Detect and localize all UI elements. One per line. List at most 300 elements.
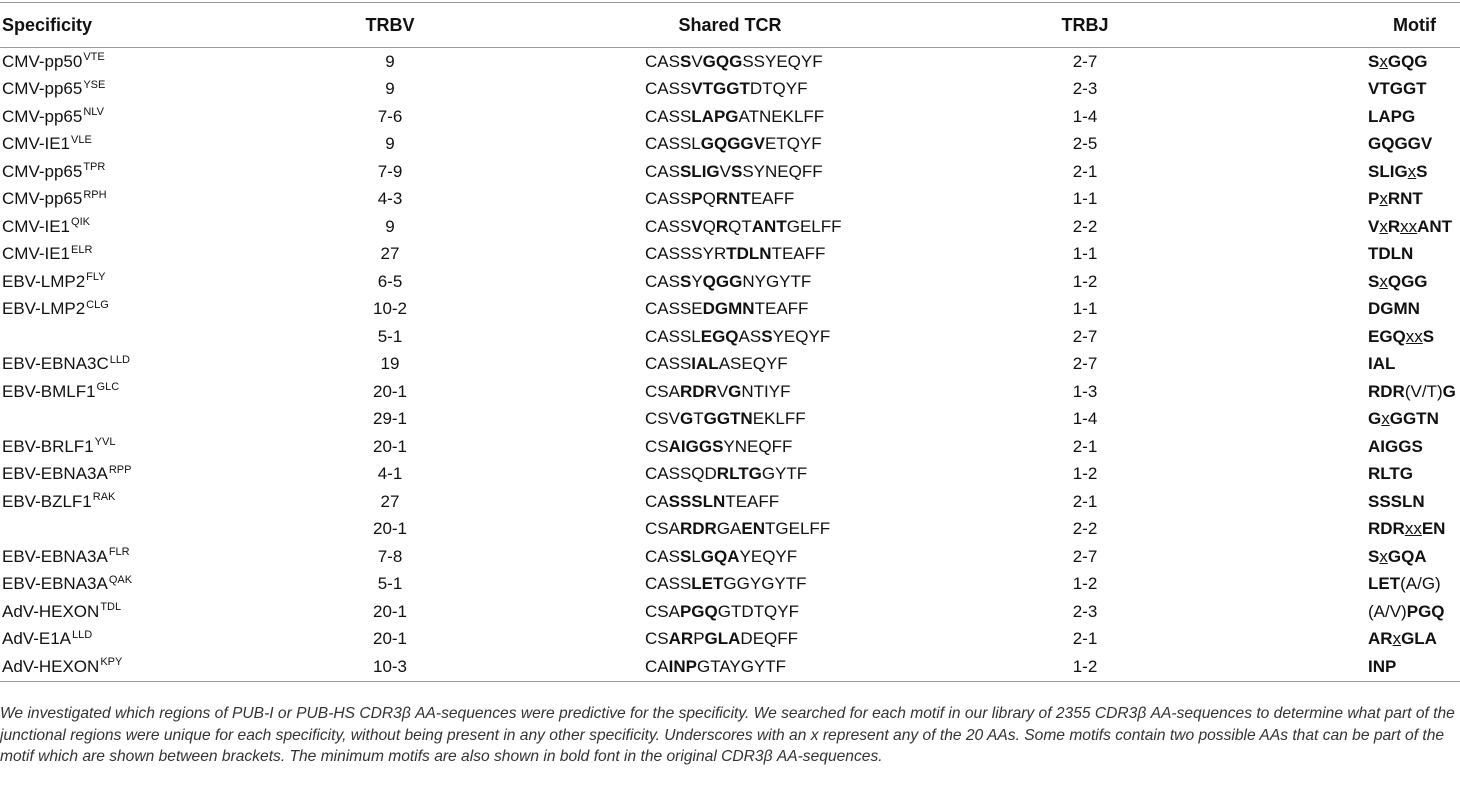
cell-specificity [0,296,250,324]
cell-shared-tcr [530,76,930,104]
tcr-segment: S [761,326,773,346]
table-row [0,186,1460,214]
table-row [0,103,1460,131]
table-caption: We investigated which regions of PUB-I or PUB-HS CDR3β AA-sequences were predictive for the specificity. We searched for each motif in our library of 2355 CDR3β AA-sequences to determine what part of the junctional regions were unique for each specificity, without being present in any other specificity. Underscores with an x represent any of the 20 AAs. Some motifs contain two possible AAs that can be part of the motif which are shown between brackets. The minimum motifs are also shown in bold font in the original CDR3β AA-sequences. [0,705,1455,765]
motif-segment: GLA [1401,629,1437,649]
motif-segment: S [1422,326,1435,346]
cell-shared-tcr [530,351,930,379]
tcr-segment: YEQYF [772,326,831,346]
epitope-superscript: ELR [71,243,93,256]
cell-specificity [0,351,250,379]
cell-trbv: 7-9 [377,161,403,181]
tcr-segment: CAS [645,51,680,71]
motif-segment: RDR [1368,519,1405,539]
motif-segment: GQG [1387,51,1428,71]
specificity-text: EBV-BRLF1 [2,436,94,456]
motif-segment: ANT [1417,216,1453,236]
specificity-text: CMV-pp65 [2,189,83,209]
tcr-segment: NTIYF [741,381,791,401]
tcr-segment: CSV [645,409,680,429]
tcr-segment: S [679,546,692,566]
cell-motif [1240,406,1460,434]
tcr-segment: V [716,381,729,401]
header-row [0,3,1460,48]
tcr-segment: EAFF [750,189,795,209]
epitope-superscript: CLG [86,298,109,311]
motif-wildcard: xx [1405,326,1423,346]
tcr-segment: GGTN [703,409,753,429]
tcr-segment: R [715,216,729,236]
motif-segment: S [1368,271,1380,291]
cell-shared-tcr [530,241,930,269]
cell-specificity [0,571,250,599]
motif-segment: (A/G) [1400,574,1441,594]
cell-specificity [0,103,250,131]
cell-trbv: 7-8 [377,546,403,566]
specificity-text: CMV-pp50 [2,51,83,71]
cell-trbj: 1-2 [1072,271,1098,291]
motif-segment: S [1368,546,1380,566]
cell-specificity [0,241,250,269]
tcr-segment: CA [645,656,669,676]
cell-shared-tcr [530,378,930,406]
cell-shared-tcr [530,461,930,489]
cell-trbv: 4-1 [377,464,403,484]
tcr-segment: QT [728,216,752,236]
epitope-superscript: LLD [109,353,130,366]
motif-wildcard: x [1379,271,1388,291]
epitope-superscript: NLV [83,106,104,119]
motif-segment: RNT [1387,189,1423,209]
tcr-segment: SSYEQYF [742,51,823,71]
tcr-segment: EN [741,519,765,539]
tcr-segment: LET [691,574,724,594]
table-row [0,351,1460,379]
cell-shared-tcr [530,653,930,681]
motif-segment: P [1368,189,1380,209]
cell-trbv: 20-1 [372,381,408,401]
cell-trbv: 5-1 [377,326,403,346]
motif-segment: AIGGS [1368,436,1423,456]
tcr-segment: AS [738,326,762,346]
tcr-segment: GTAYGYTF [696,656,787,676]
motif-wildcard: x [1379,216,1388,236]
motif-segment: PGQ [1406,601,1445,621]
table-row [0,323,1460,351]
table-body [0,48,1460,682]
cell-motif [1240,626,1460,654]
tcr-segment: CAS [645,546,680,566]
tcr-segment: VTGGT [691,79,750,99]
tcr-segment: S [679,271,692,291]
tcr-segment: V [719,161,731,181]
specificity-text: AdV-HEXON [2,601,100,621]
tcr-segment: V [691,51,703,71]
tcr-segment: GA [716,519,742,539]
tcr-segment: RDR [679,381,717,401]
cell-motif [1240,488,1460,516]
motif-segment: V [1368,216,1380,236]
epitope-superscript: VTE [83,51,105,64]
tcr-segment: CASS [645,189,692,209]
tcr-segment: GLA [704,629,741,649]
epitope-superscript: FLR [108,546,130,559]
tcr-segment: TEAFF [771,244,826,264]
cell-trbv: 9 [385,51,395,71]
specificity-text: CMV-IE1 [2,134,71,154]
cell-motif [1240,543,1460,571]
motif-segment: S [1416,161,1428,181]
table-row [0,516,1460,544]
table-row [0,296,1460,324]
cell-motif [1240,48,1460,76]
cell-trbv: 9 [385,79,395,99]
cell-trbj: 2-7 [1072,546,1098,566]
tcr-segment: S [679,51,692,71]
epitope-superscript: YSE [83,78,106,91]
specificity-text: AdV-E1A [2,629,71,649]
tcr-segment: T [693,409,704,429]
specificity-text: EBV-LMP2 [2,271,86,291]
specificity-text: AdV-HEXON [2,656,100,676]
header-specificity: Specificity [0,3,250,48]
tcr-segment: YEQYF [739,546,798,566]
tcr-segment: DGMN [702,299,755,319]
cell-shared-tcr [530,516,930,544]
motif-segment: DGMN [1368,299,1420,319]
tcr-segment: CASSSYR [645,244,727,264]
cell-motif [1240,351,1460,379]
cell-specificity [0,158,250,186]
tcr-segment: GGYGYTF [723,574,807,594]
tcr-segment: G [728,381,742,401]
table-row [0,571,1460,599]
tcr-segment: Y [691,271,703,291]
tcr-segment: ETQYF [764,134,822,154]
cell-motif [1240,461,1460,489]
motif-segment: R [1387,216,1401,236]
tcr-segment: IAL [691,354,719,374]
tcr-segment: EKLFF [752,409,806,429]
cell-motif [1240,186,1460,214]
header-motif: Motif [1240,3,1460,48]
cell-specificity [0,598,250,626]
motif-segment: G [1368,409,1382,429]
cell-motif [1240,516,1460,544]
tcr-segment: Q [702,189,716,209]
motif-wildcard: x [1379,51,1388,71]
specificity-text: CMV-pp65 [2,161,83,181]
motif-segment: TDLN [1368,244,1414,264]
tcr-segment: CASSL [645,326,701,346]
header-trbj: TRBJ [930,3,1240,48]
tcr-segment: CA [645,491,669,511]
cell-trbj: 2-5 [1072,134,1098,154]
cell-motif [1240,433,1460,461]
tcr-segment: ANT [751,216,787,236]
cell-motif [1240,653,1460,681]
cell-specificity [0,76,250,104]
cell-motif [1240,323,1460,351]
motif-segment: RLTG [1368,464,1414,484]
epitope-superscript: TPR [83,161,106,174]
tcr-segment: TGELFF [765,519,831,539]
epitope-superscript: RPH [83,188,107,201]
table-row [0,488,1460,516]
cell-motif [1240,598,1460,626]
table-row [0,158,1460,186]
tcr-segment: CASS [645,216,692,236]
tcr-segment: CASS [645,354,692,374]
cell-shared-tcr [530,131,930,159]
epitope-superscript: YVL [94,436,116,449]
tcr-segment: PGQ [679,601,718,621]
tcr-segment: CS [645,436,669,456]
cell-specificity [0,323,250,351]
cell-motif [1240,268,1460,296]
cell-specificity [0,626,250,654]
cell-specificity [0,433,250,461]
cell-specificity [0,488,250,516]
cell-trbj: 2-1 [1072,161,1098,181]
tcr-segment: CASS [645,574,692,594]
cell-shared-tcr [530,186,930,214]
tcr-segment: CSA [645,519,680,539]
cell-specificity [0,48,250,76]
motif-wildcard: x [1379,189,1388,209]
motif-segment: GQGGV [1368,134,1433,154]
motif-segment: LAPG [1368,106,1416,126]
tcr-segment: TEAFF [725,491,780,511]
table-row [0,598,1460,626]
motif-wildcard: x [1379,546,1388,566]
cell-shared-tcr [530,406,930,434]
tcr-segment: TDLN [726,244,772,264]
tcr-segment: RLTG [716,464,762,484]
tcr-segment: TEAFF [754,299,809,319]
tcr-segment: CASS [645,79,692,99]
cell-trbv: 10-2 [372,299,408,319]
cell-shared-tcr [530,543,930,571]
cell-shared-tcr [530,433,930,461]
tcr-segment: INP [668,656,697,676]
tcr-segment: ASEQYF [718,354,788,374]
cell-specificity [0,461,250,489]
cell-trbj: 2-3 [1072,79,1098,99]
cell-shared-tcr [530,571,930,599]
cell-shared-tcr [530,323,930,351]
tcr-segment: LAPG [691,106,739,126]
tcr-segment: S [730,161,743,181]
cell-trbj: 1-2 [1072,464,1098,484]
cell-trbj: 1-1 [1072,299,1098,319]
table-row [0,76,1460,104]
tcr-segment: CASSE [645,299,703,319]
motif-wildcard: xx [1400,216,1418,236]
cell-trbj: 2-3 [1072,601,1098,621]
specificity-text: EBV-EBNA3A [2,546,108,566]
cell-motif [1240,571,1460,599]
cell-trbj: 2-1 [1072,436,1098,456]
table-row [0,268,1460,296]
cell-trbj: 2-2 [1072,519,1098,539]
header-trbv: TRBV [250,3,530,48]
tcr-segment: SSSLN [668,491,726,511]
tcr-segment: AIGGS [668,436,724,456]
cell-shared-tcr [530,626,930,654]
cell-motif [1240,241,1460,269]
cell-trbj: 1-2 [1072,574,1098,594]
cell-trbj: 1-2 [930,653,1240,681]
motif-segment: VTGGT [1368,79,1427,99]
cell-shared-tcr [530,488,930,516]
motif-segment: INP [1368,656,1397,676]
table-row [0,241,1460,269]
motif-segment: EGQ [1368,326,1406,346]
table-row [0,543,1460,571]
epitope-superscript: QIK [71,216,90,229]
motif-wildcard: x [1392,629,1402,649]
tcr-segment: GYTF [761,464,808,484]
motif-wildcard: x [1407,161,1417,181]
cell-trbv: 9 [385,134,395,154]
motif-segment: (A/V) [1368,601,1407,621]
cell-trbj: 1-4 [1072,409,1098,429]
tcr-segment: QGG [702,271,743,291]
table-row [0,433,1460,461]
motif-segment: LET [1368,574,1401,594]
table-row [0,131,1460,159]
tcr-segment: CS [645,629,669,649]
tcr-segment: CSA [645,381,680,401]
cell-trbj: 1-1 [1072,189,1098,209]
cell-motif [1240,158,1460,186]
cell-specificity [0,543,250,571]
cell-trbv: 20-1 [372,629,408,649]
motif-segment: AR [1368,629,1393,649]
tcr-segment: RNT [715,189,751,209]
cell-trbj: 2-1 [1072,629,1098,649]
cell-trbj: 2-7 [1072,326,1098,346]
motif-segment: QGG [1387,271,1428,291]
cell-motif [1240,103,1460,131]
cell-motif [1240,213,1460,241]
table-row [0,653,1460,681]
epitope-superscript: LLD [72,628,93,641]
specificity-text: CMV-IE1 [2,216,71,236]
cell-trbv: 9 [385,216,395,236]
table-row [0,378,1460,406]
cell-specificity [0,268,250,296]
tcr-segment: GQG [702,51,743,71]
cell-specificity [0,516,250,544]
table-row [0,461,1460,489]
cell-trbj: 2-7 [1072,51,1098,71]
tcr-segment: AR [668,629,694,649]
tcr-segment: CAS [645,161,680,181]
cell-shared-tcr [530,268,930,296]
tcr-segment: GQGGV [700,134,765,154]
motif-segment: IAL [1368,354,1396,374]
cell-trbv: 19 [380,354,400,374]
motif-segment: SLIG [1368,161,1408,181]
cell-trbv: 27 [380,244,400,264]
epitope-superscript: GLC [96,381,120,394]
cell-trbv: 10-3 [250,653,530,681]
cell-shared-tcr [530,213,930,241]
epitope-superscript: TDL [100,601,122,614]
cell-trbj: 2-7 [1072,354,1098,374]
cell-trbv: 6-5 [377,271,403,291]
epitope-superscript: VLE [71,133,92,146]
specificity-text: CMV-IE1 [2,244,71,264]
motif-segment: S [1368,51,1380,71]
cell-trbj: 2-1 [1072,491,1098,511]
specificity-text: EBV-BMLF1 [2,381,96,401]
specificity-text: EBV-EBNA3C [2,354,109,374]
epitope-superscript: KPY [100,656,123,669]
specificity-text: EBV-LMP2 [2,299,86,319]
cell-trbj: 1-4 [1072,106,1098,126]
tcr-segment: GELFF [786,216,842,236]
cell-shared-tcr [530,598,930,626]
tcr-segment: CASS [645,106,692,126]
cell-specificity [0,406,250,434]
epitope-superscript: QAK [108,573,133,586]
motif-wildcard: x [1381,409,1390,429]
tcr-segment: CASSL [645,134,701,154]
epitope-superscript: RAK [92,491,116,504]
cell-motif [1240,76,1460,104]
table-row [0,48,1460,76]
tcr-segment: SLIG [679,161,720,181]
tcr-segment: DEQFF [740,629,799,649]
tcr-segment: G [679,409,694,429]
cell-trbv: 5-1 [377,574,403,594]
table-row [0,213,1460,241]
cell-trbj: 1-3 [1072,381,1098,401]
specificity-text: CMV-pp65 [2,106,83,126]
table-row [0,406,1460,434]
tcr-segment: GQA [700,546,740,566]
tcr-segment: YNEQFF [723,436,793,456]
tcr-segment: P [693,629,705,649]
cell-motif [1240,131,1460,159]
motif-segment: (V/T) [1404,381,1443,401]
cell-shared-tcr [530,48,930,76]
cell-trbv: 4-3 [377,189,403,209]
cell-trbv: 20-1 [372,519,408,539]
epitope-superscript: RPP [108,463,132,476]
cell-trbv: 29-1 [372,409,408,429]
cell-shared-tcr [530,158,930,186]
cell-trbv: 7-6 [377,106,403,126]
motif-segment: GGTN [1389,409,1439,429]
cell-shared-tcr [530,296,930,324]
tcr-segment: EGQ [700,326,739,346]
motif-segment: GQA [1387,546,1427,566]
epitope-superscript: FLY [86,271,106,284]
tcr-segment: P [691,189,703,209]
motif-wildcard: xx [1404,519,1422,539]
tcr-segment: GTDTQYF [717,601,799,621]
specificity-text: EBV-BZLF1 [2,491,92,511]
cell-specificity [0,213,250,241]
cell-specificity [0,131,250,159]
cell-trbv: 20-1 [372,436,408,456]
motif-segment: RDR [1368,381,1405,401]
cell-specificity [0,186,250,214]
